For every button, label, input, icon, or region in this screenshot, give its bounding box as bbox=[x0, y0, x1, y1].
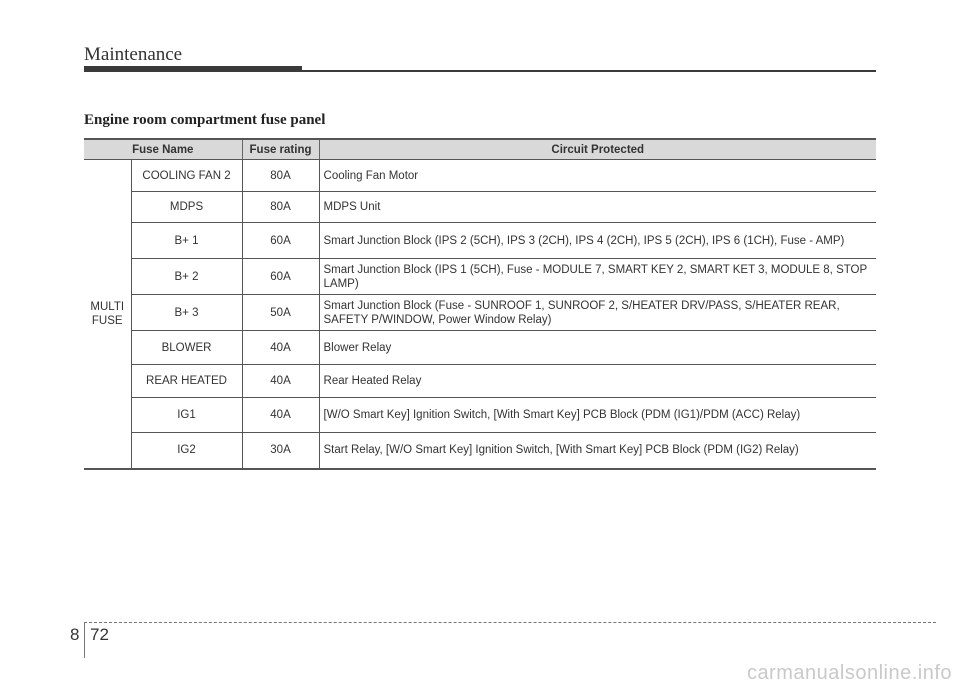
fuse-name-cell: B+ 3 bbox=[131, 295, 242, 331]
page-number-divider bbox=[84, 622, 85, 658]
header-rule bbox=[302, 70, 876, 72]
fuse-name-cell: B+ 1 bbox=[131, 223, 242, 259]
fuse-rating-cell: 60A bbox=[242, 259, 319, 295]
circuit-cell: Smart Junction Block (IPS 1 (5CH), Fuse - MODULE 7, SMART KEY 2, SMART KET 3, MODULE 8, STOP LAMP) bbox=[319, 259, 876, 295]
fuse-rating-cell: 40A bbox=[242, 331, 319, 365]
watermark: carmanualsonline.info bbox=[746, 662, 952, 684]
fuse-name-cell: IG1 bbox=[131, 398, 242, 433]
fuse-name-cell: COOLING FAN 2 bbox=[131, 160, 242, 192]
fuse-rating-cell: 80A bbox=[242, 192, 319, 223]
table-row bbox=[84, 365, 876, 398]
circuit-cell: Blower Relay bbox=[319, 331, 876, 365]
circuit-cell: Rear Heated Relay bbox=[319, 365, 876, 398]
fuse-rating-cell: 30A bbox=[242, 433, 319, 469]
table-row bbox=[84, 433, 876, 469]
column-header-circuit-protected: Circuit Protected bbox=[319, 139, 876, 160]
chapter-number: 8 bbox=[70, 625, 80, 644]
column-header-fuse-rating: Fuse rating bbox=[242, 139, 319, 160]
section-title: Engine room compartment fuse panel bbox=[84, 112, 326, 128]
fuse-name-cell: BLOWER bbox=[131, 331, 242, 365]
table-header-row bbox=[84, 139, 876, 160]
fuse-name-cell: IG2 bbox=[131, 433, 242, 469]
circuit-cell: Smart Junction Block (Fuse - SUNROOF 1, SUNROOF 2, S/HEATER DRV/PASS, S/HEATER REAR, SAFETY P/WINDOW, Power Window Relay) bbox=[319, 295, 876, 331]
footer-divider bbox=[84, 622, 936, 623]
header-bar bbox=[84, 66, 302, 72]
table-row bbox=[84, 192, 876, 223]
fuse-rating-cell: 80A bbox=[242, 160, 319, 192]
fuse-name-cell: MDPS bbox=[131, 192, 242, 223]
circuit-cell: MDPS Unit bbox=[319, 192, 876, 223]
circuit-cell: Smart Junction Block (IPS 2 (5CH), IPS 3 (2CH), IPS 4 (2CH), IPS 5 (2CH), IPS 6 (1CH), Fuse - AMP) bbox=[319, 223, 876, 259]
column-header-fuse-name: Fuse Name bbox=[84, 139, 242, 160]
table-row bbox=[84, 160, 876, 192]
table-row bbox=[84, 295, 876, 331]
fuse-rating-cell: 40A bbox=[242, 398, 319, 433]
fuse-rating-cell: 40A bbox=[242, 365, 319, 398]
table-row bbox=[84, 223, 876, 259]
fuse-rating-cell: 50A bbox=[242, 295, 319, 331]
page-number: 72 bbox=[90, 625, 109, 644]
table-row bbox=[84, 398, 876, 433]
fuse-name-cell: B+ 2 bbox=[131, 259, 242, 295]
table-row bbox=[84, 259, 876, 295]
fuse-table bbox=[84, 138, 876, 470]
page-header-title: Maintenance bbox=[84, 44, 183, 65]
circuit-cell: Start Relay, [W/O Smart Key] Ignition Switch, [With Smart Key] PCB Block (PDM (IG2) Relay) bbox=[319, 433, 876, 469]
circuit-cell: Cooling Fan Motor bbox=[319, 160, 876, 192]
group-label-cell: MULTI FUSE bbox=[84, 160, 131, 469]
table-row bbox=[84, 331, 876, 365]
circuit-cell: [W/O Smart Key] Ignition Switch, [With Smart Key] PCB Block (PDM (IG1)/PDM (ACC) Relay) bbox=[319, 398, 876, 433]
fuse-name-cell: REAR HEATED bbox=[131, 365, 242, 398]
fuse-rating-cell: 60A bbox=[242, 223, 319, 259]
